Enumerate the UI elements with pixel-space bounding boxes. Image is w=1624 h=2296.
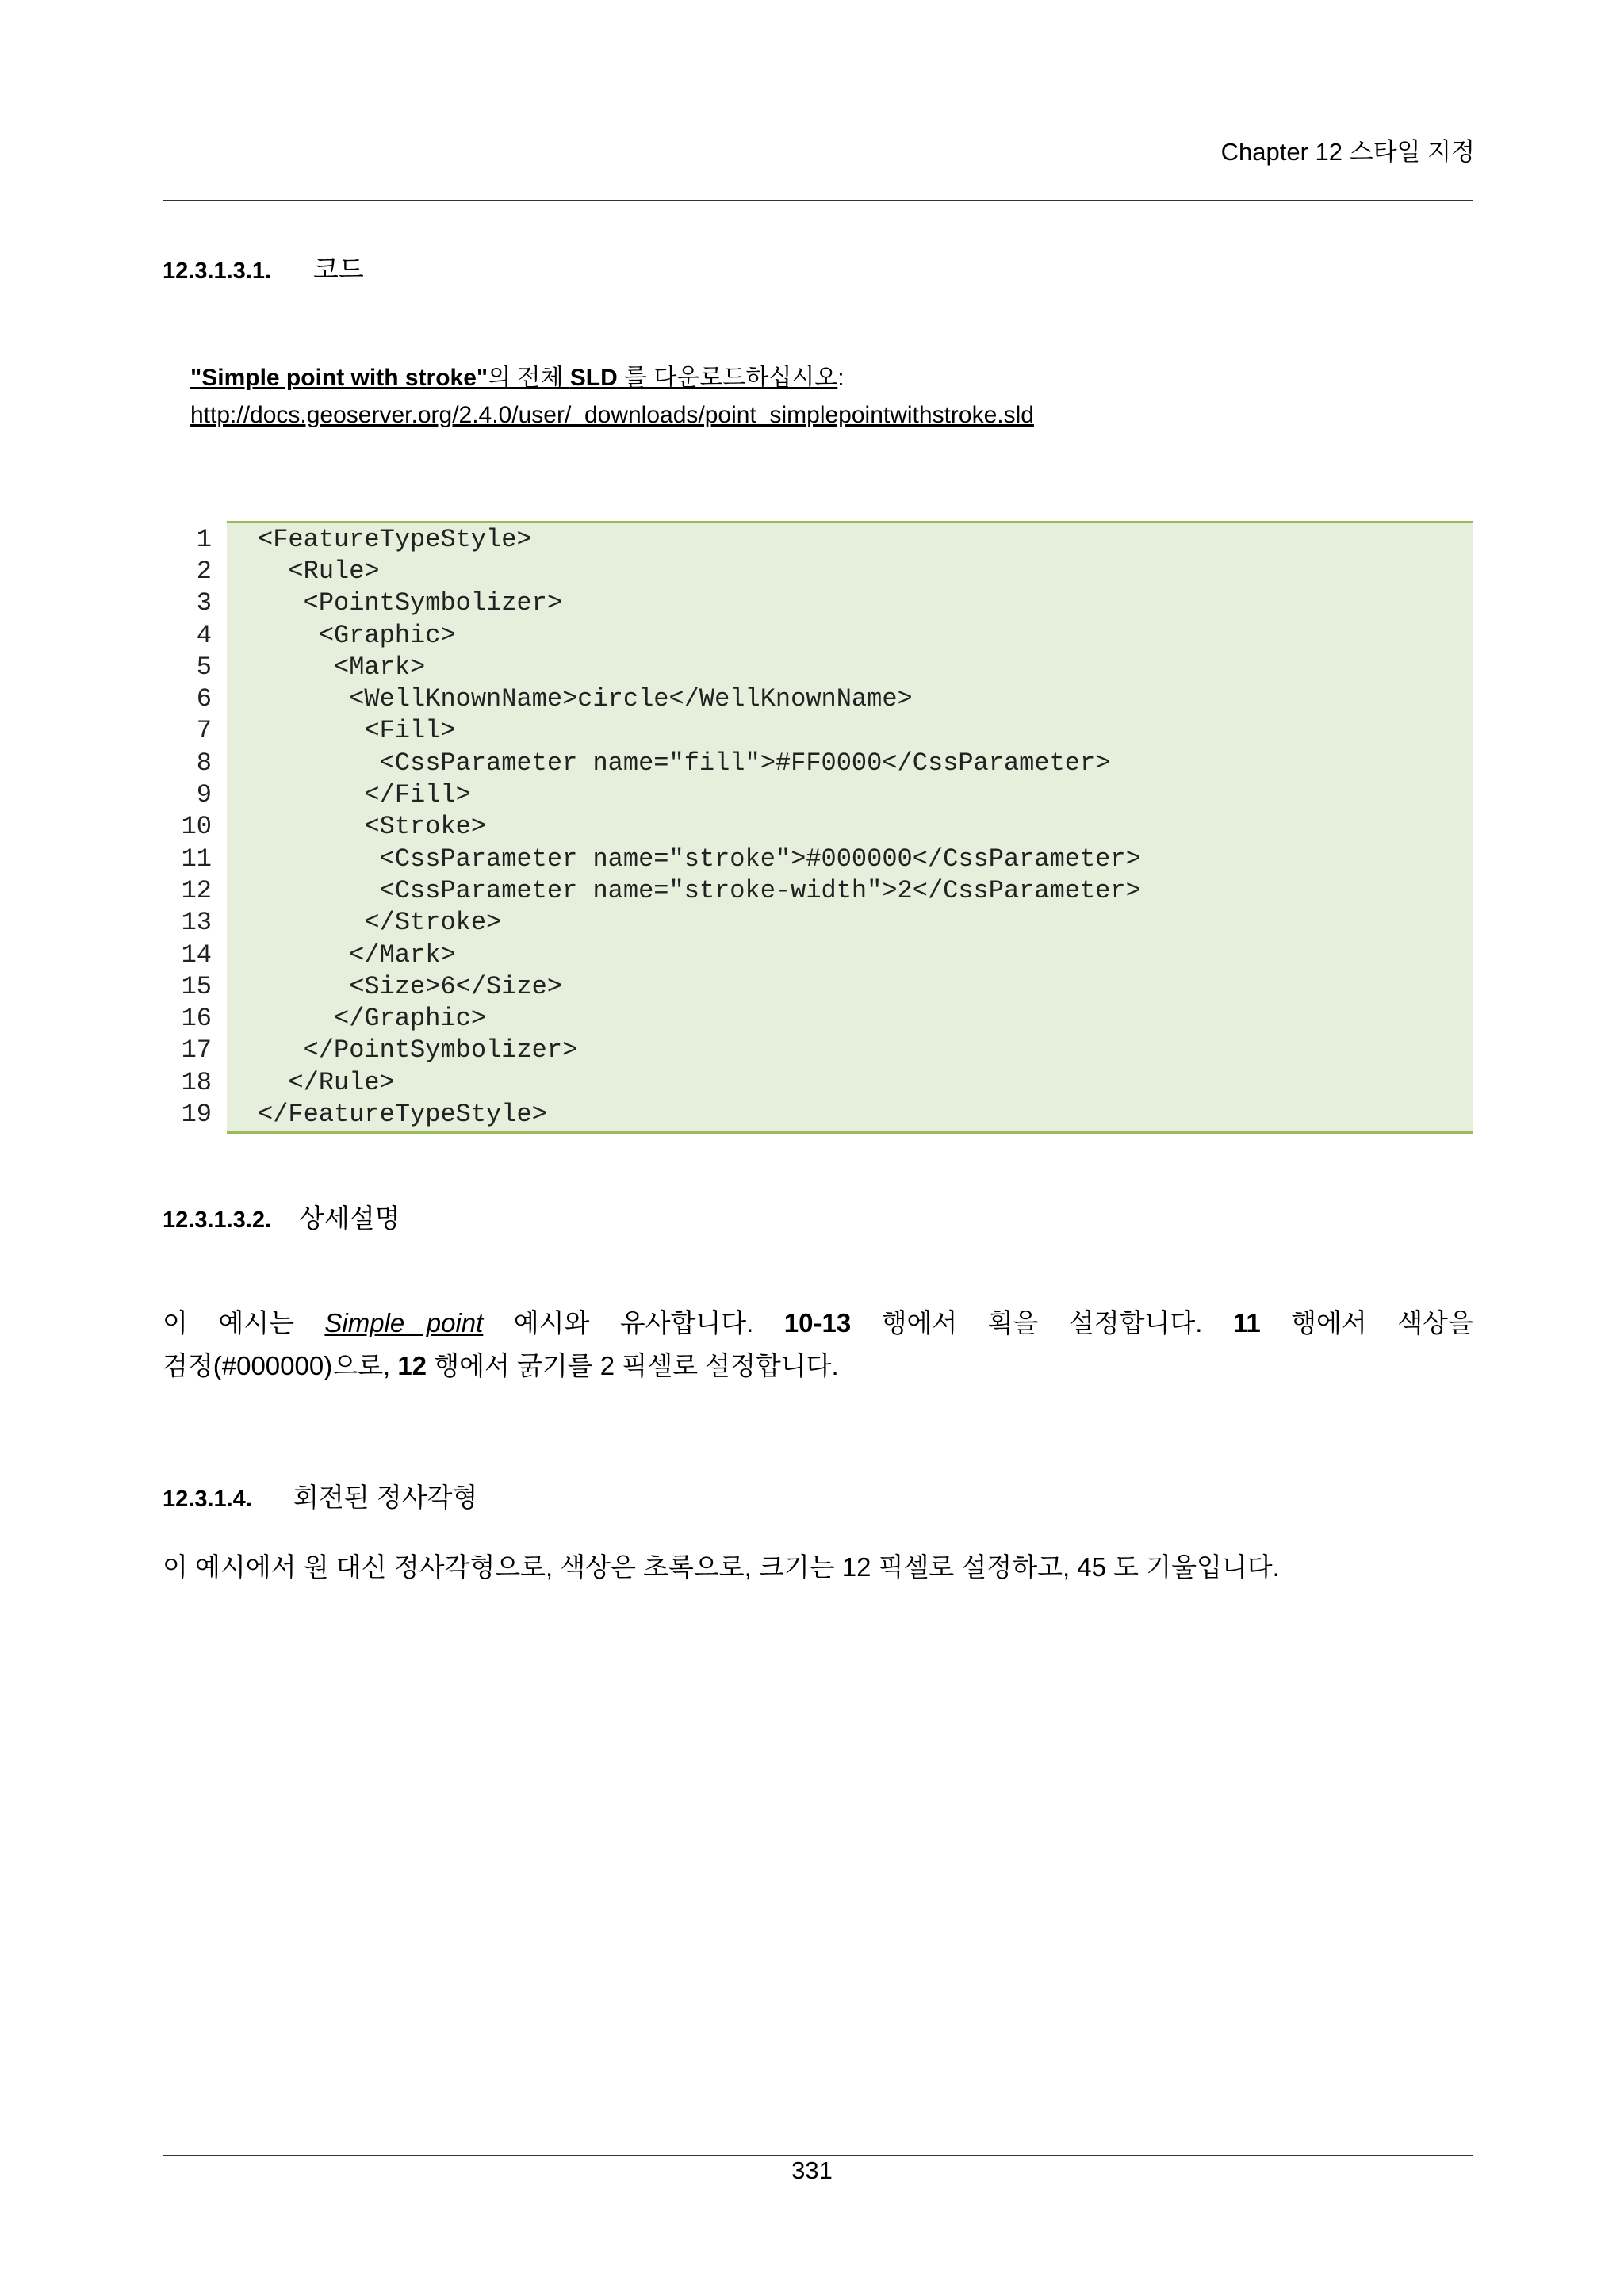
- word: 설정합니다.: [1068, 1308, 1203, 1337]
- section-heading-rotated-square: [163, 1480, 477, 1517]
- code-text: <Size>6</Size>: [258, 971, 563, 1001]
- code-text: </Stroke>: [258, 908, 502, 938]
- code-line: [163, 939, 1473, 970]
- line-number: 5: [196, 652, 212, 682]
- code-line: [163, 587, 1473, 619]
- code-line: [163, 779, 1473, 810]
- line2-pre: 검정(#000000)으로,: [163, 1351, 398, 1380]
- word: 예시는: [218, 1308, 294, 1337]
- code-text: </Mark>: [258, 939, 456, 970]
- line-number: 2: [196, 556, 212, 586]
- rotated-square-paragraph: 이 예시에서 원 대신 정사각형으로, 색상은 초록으로, 크기는 12 픽셀로 설정하고, 45 도 기울입니다.: [163, 1552, 1280, 1582]
- code-line: [163, 1066, 1473, 1098]
- code-text: <WellKnownName>circle</WellKnownName>: [258, 684, 913, 714]
- line-number: 4: [196, 620, 212, 650]
- code-text: <Graphic>: [258, 620, 456, 650]
- line-number: 16: [181, 1004, 212, 1034]
- header-rule: [163, 200, 1473, 201]
- line-number: 12: [397, 1351, 427, 1380]
- section-number: 12.3.1.3.2.: [163, 1207, 272, 1233]
- code-text: </PointSymbolizer>: [258, 1035, 578, 1066]
- word: 이: [163, 1308, 188, 1337]
- code-line: [163, 1035, 1473, 1066]
- code-text: <Stroke>: [258, 812, 487, 842]
- line-range: 10-13: [783, 1308, 852, 1337]
- code-listing: [163, 523, 1473, 1131]
- code-line: [163, 747, 1473, 779]
- line-number: 15: [181, 971, 212, 1001]
- section-title: 회전된 정사각형: [293, 1483, 478, 1512]
- word: 색상을: [1397, 1308, 1473, 1337]
- line-number: 17: [181, 1035, 212, 1066]
- word: 행에서: [881, 1308, 958, 1337]
- code-line: [163, 619, 1473, 651]
- code-text: <Rule>: [258, 556, 380, 586]
- code-line: [163, 907, 1473, 939]
- word: 행에서: [1291, 1308, 1367, 1337]
- line-number: 9: [196, 780, 212, 810]
- code-text: </Rule>: [258, 1067, 395, 1097]
- section-number: 12.3.1.3.1.: [163, 258, 272, 284]
- code-text: </Fill>: [258, 780, 471, 810]
- section-number: 12.3.1.4.: [163, 1487, 252, 1512]
- code-line: [163, 715, 1473, 747]
- simple-point-link[interactable]: Simple point: [324, 1308, 484, 1337]
- code-line: [163, 811, 1473, 843]
- detail-paragraph: [163, 1302, 1473, 1387]
- download-colon: :: [837, 365, 845, 391]
- line-number: 19: [181, 1099, 212, 1129]
- download-instruction: [190, 361, 845, 396]
- line-number: 12: [181, 875, 212, 905]
- code-line: [163, 874, 1473, 906]
- line-number: 7: [196, 716, 212, 746]
- section-heading-code: [163, 252, 364, 289]
- line2-post: 행에서 굵기를 2 픽셀로 설정합니다.: [427, 1351, 839, 1380]
- code-line: [163, 970, 1473, 1002]
- download-link[interactable]: http://docs.geoserver.org/2.4.0/user/_downloads/point_simplepointwithstroke.sld: [190, 402, 1034, 428]
- line-number: 13: [181, 908, 212, 938]
- running-header: Chapter 12 스타일 지정: [1220, 138, 1475, 166]
- line-number: 3: [196, 588, 212, 618]
- code-line: [163, 843, 1473, 874]
- code-text: <Mark>: [258, 652, 426, 682]
- word: 유사합니다.: [619, 1308, 754, 1337]
- line-number: 11: [181, 844, 212, 874]
- line-number: 11: [1232, 1308, 1261, 1337]
- code-text: <CssParameter name="stroke-width">2</CssParameter>: [258, 875, 1141, 905]
- code-line: [163, 1098, 1473, 1130]
- code-text: <CssParameter name="fill">#FF0000</CssParameter>: [258, 748, 1111, 778]
- code-text: <CssParameter name="stroke">#000000</CssParameter>: [258, 844, 1141, 874]
- code-line: [163, 1002, 1473, 1034]
- code-line: [163, 683, 1473, 714]
- page-number: 331: [791, 2156, 833, 2184]
- code-line: [163, 651, 1473, 683]
- word: 예시와: [513, 1308, 590, 1337]
- section-heading-detail: [163, 1201, 400, 1238]
- line-number: 1: [196, 524, 212, 554]
- line-number: 8: [196, 748, 212, 778]
- code-text: </Graphic>: [258, 1004, 487, 1034]
- line-number: 6: [196, 684, 212, 714]
- line-number: 14: [181, 939, 212, 970]
- code-text: <PointSymbolizer>: [258, 588, 563, 618]
- word: 획을: [987, 1308, 1039, 1337]
- section-title: 코드: [313, 254, 364, 284]
- code-line: [163, 523, 1473, 555]
- line-number: 18: [181, 1067, 212, 1097]
- code-text: </FeatureTypeStyle>: [258, 1099, 547, 1129]
- code-text: <FeatureTypeStyle>: [258, 524, 532, 554]
- section-title: 상세설명: [299, 1203, 400, 1233]
- download-text-end: 를 다운로드하십시오: [617, 365, 838, 391]
- download-file-name: "Simple point with stroke": [190, 365, 488, 391]
- code-line: [163, 555, 1473, 587]
- line-number: 10: [181, 812, 212, 842]
- code-text: <Fill>: [258, 716, 456, 746]
- download-sld: SLD: [569, 365, 618, 391]
- download-text-mid: 의 전체: [488, 365, 570, 391]
